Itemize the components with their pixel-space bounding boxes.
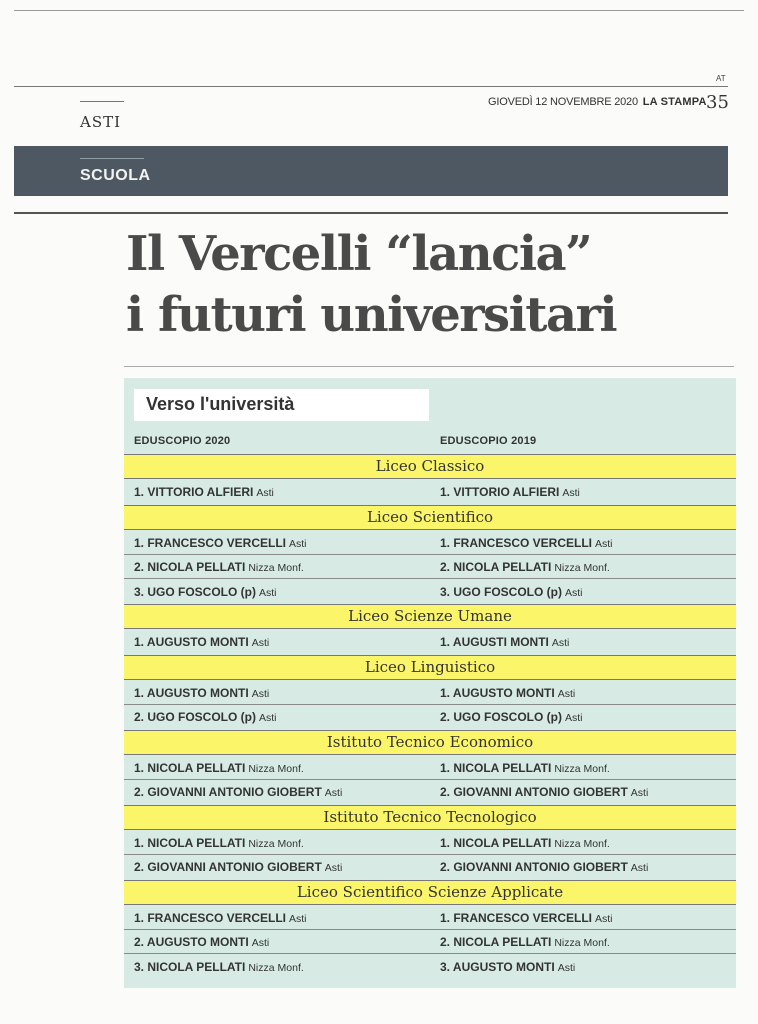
column-header-2019: EDUSCOPIO 2019 <box>440 435 537 447</box>
ranking-row <box>124 531 736 555</box>
school-2019 <box>440 935 610 949</box>
category-heading <box>124 880 736 905</box>
school-name: 2. NICOLA PELLATI <box>440 560 552 574</box>
school-2019 <box>440 635 569 649</box>
school-2020 <box>134 836 304 850</box>
school-name: 3. UGO FOSCOLO (p) <box>440 584 562 599</box>
band-rule <box>14 212 728 214</box>
school-name: 1. NICOLA PELLATI <box>134 835 246 850</box>
school-2019 <box>440 785 648 799</box>
school-2020 <box>134 785 342 799</box>
school-2019 <box>440 585 583 599</box>
ranking-row <box>124 681 736 705</box>
school-town: Asti <box>251 937 270 949</box>
school-2020 <box>134 635 269 649</box>
school-name: 1. FRANCESCO VERCELLI <box>134 535 287 550</box>
ranking-row <box>124 705 736 729</box>
category-heading <box>124 604 736 629</box>
header-rule <box>14 86 728 87</box>
school-name: 1. NICOLA PELLATI <box>134 760 246 775</box>
school-town: Nizza Monf. <box>248 837 304 850</box>
headline <box>126 224 616 346</box>
school-name: 2. UGO FOSCOLO (p) <box>440 710 562 724</box>
school-2020 <box>134 560 304 574</box>
category-heading <box>124 454 736 479</box>
school-name: 3. UGO FOSCOLO (p) <box>134 584 256 599</box>
box-title-text: Verso l'università <box>146 394 295 414</box>
school-town: Asti <box>259 586 277 599</box>
school-name: 2. GIOVANNI ANTONIO GIOBERT <box>440 785 628 799</box>
school-town: Asti <box>289 537 307 550</box>
band-label: SCUOLA <box>80 167 151 184</box>
school-town: Asti <box>562 487 580 499</box>
school-town: Asti <box>557 687 576 700</box>
school-town: Asti <box>289 912 307 925</box>
dateline <box>488 96 707 108</box>
school-name: 1. FRANCESCO VERCELLI <box>134 910 287 925</box>
school-2019 <box>440 536 613 550</box>
school-town: Asti <box>551 637 570 649</box>
school-name: 1. AUGUSTI MONTI <box>440 635 549 649</box>
school-name: 3. AUGUSTO MONTI <box>440 959 555 974</box>
school-name: 2. GIOVANNI ANTONIO GIOBERT <box>134 785 322 799</box>
ranking-row <box>124 580 736 604</box>
school-name: 1. FRANCESCO VERCELLI <box>440 535 593 550</box>
school-2019 <box>440 485 580 499</box>
section-dash <box>80 101 124 102</box>
school-2020 <box>134 710 277 724</box>
ranking-box <box>124 378 736 988</box>
school-2019 <box>440 686 575 700</box>
newspaper-brand: LA STAMPA <box>642 96 707 108</box>
school-name: 3. NICOLA PELLATI <box>134 959 246 974</box>
school-town: Asti <box>595 537 613 550</box>
school-town: Asti <box>565 586 583 599</box>
category-heading <box>124 730 736 755</box>
category-name: Istituto Tecnico Tecnologico <box>323 807 537 826</box>
school-2019 <box>440 860 648 874</box>
school-town: Nizza Monf. <box>248 961 304 974</box>
ranking-row <box>124 906 736 930</box>
school-name: 1. FRANCESCO VERCELLI <box>440 910 593 925</box>
headline-line-2: i futuri universitari <box>126 287 617 343</box>
ranking-row <box>124 831 736 855</box>
school-2020 <box>134 686 269 700</box>
school-2020 <box>134 911 307 925</box>
school-name: 2. NICOLA PELLATI <box>440 935 552 949</box>
category-name: Liceo Scienze Umane <box>348 607 512 625</box>
school-2019 <box>440 761 610 775</box>
school-town: Asti <box>557 961 576 974</box>
school-town: Asti <box>251 687 270 700</box>
school-2019 <box>440 960 575 974</box>
category-heading <box>124 805 736 830</box>
category-name: Istituto Tecnico Economico <box>326 732 534 751</box>
school-town: Asti <box>595 912 613 925</box>
school-town: Asti <box>630 787 649 799</box>
page-number: 35 <box>706 92 729 113</box>
page-tag: AT <box>716 74 726 83</box>
school-2020 <box>134 960 304 974</box>
ranking-row <box>124 555 736 579</box>
ranking-row <box>124 480 736 504</box>
ranking-row <box>124 780 736 804</box>
date-text: GIOVEDÌ 12 NOVEMBRE 2020 <box>488 96 638 108</box>
school-name: 2. AUGUSTO MONTI <box>134 935 249 949</box>
ranking-row <box>124 855 736 879</box>
school-2020 <box>134 761 304 775</box>
school-name: 1. NICOLA PELLATI <box>440 835 552 850</box>
school-2020 <box>134 860 342 874</box>
headline-rule <box>124 366 734 367</box>
category-name: Liceo Scientifico Scienze Applicate <box>296 882 564 901</box>
category-name: Liceo Scientifico <box>366 507 494 526</box>
school-2019 <box>440 836 610 850</box>
ranking-row <box>124 955 736 979</box>
school-town: Nizza Monf. <box>554 837 610 850</box>
box-title <box>134 389 429 421</box>
school-town: Nizza Monf. <box>554 762 610 775</box>
school-2020 <box>134 536 307 550</box>
ranking-row <box>124 930 736 954</box>
school-2019 <box>440 710 583 724</box>
column-header-2020: EDUSCOPIO 2020 <box>134 435 231 447</box>
school-name: 2. UGO FOSCOLO (p) <box>134 710 256 724</box>
band-tick <box>80 158 144 159</box>
school-town: Asti <box>324 787 343 799</box>
school-name: 1. VITTORIO ALFIERI <box>440 485 560 499</box>
school-name: 2. GIOVANNI ANTONIO GIOBERT <box>440 860 628 874</box>
category-name: Liceo Classico <box>375 457 485 475</box>
school-name: 2. GIOVANNI ANTONIO GIOBERT <box>134 860 322 874</box>
ranking-row <box>124 630 736 654</box>
school-2020 <box>134 585 277 599</box>
school-name: 1. NICOLA PELLATI <box>440 760 552 775</box>
ranking-row <box>124 756 736 780</box>
category-heading <box>124 505 736 530</box>
school-town: Nizza Monf. <box>554 937 610 949</box>
headline-line-1: Il Vercelli “lancia” <box>126 226 592 282</box>
school-town: Asti <box>256 487 274 499</box>
school-town: Asti <box>324 862 343 874</box>
section-name: ASTI <box>80 113 122 131</box>
school-town: Nizza Monf. <box>248 562 304 574</box>
category-name: Liceo Linguistico <box>364 657 496 676</box>
school-town: Asti <box>565 712 583 724</box>
top-rule <box>14 10 744 11</box>
school-town: Nizza Monf. <box>248 762 304 775</box>
school-name: 2. NICOLA PELLATI <box>134 560 246 574</box>
school-2019 <box>440 560 610 574</box>
school-town: Asti <box>259 712 277 724</box>
school-name: 1. VITTORIO ALFIERI <box>134 485 254 499</box>
section-band <box>14 146 728 196</box>
school-town: Asti <box>251 637 270 649</box>
school-2020 <box>134 935 269 949</box>
school-2020 <box>134 485 274 499</box>
school-name: 1. AUGUSTO MONTI <box>134 635 249 649</box>
school-town: Asti <box>630 862 649 874</box>
school-2019 <box>440 911 613 925</box>
category-heading <box>124 655 736 680</box>
school-name: 1. AUGUSTO MONTI <box>440 685 555 700</box>
school-name: 1. AUGUSTO MONTI <box>134 685 249 700</box>
school-town: Nizza Monf. <box>554 562 610 574</box>
